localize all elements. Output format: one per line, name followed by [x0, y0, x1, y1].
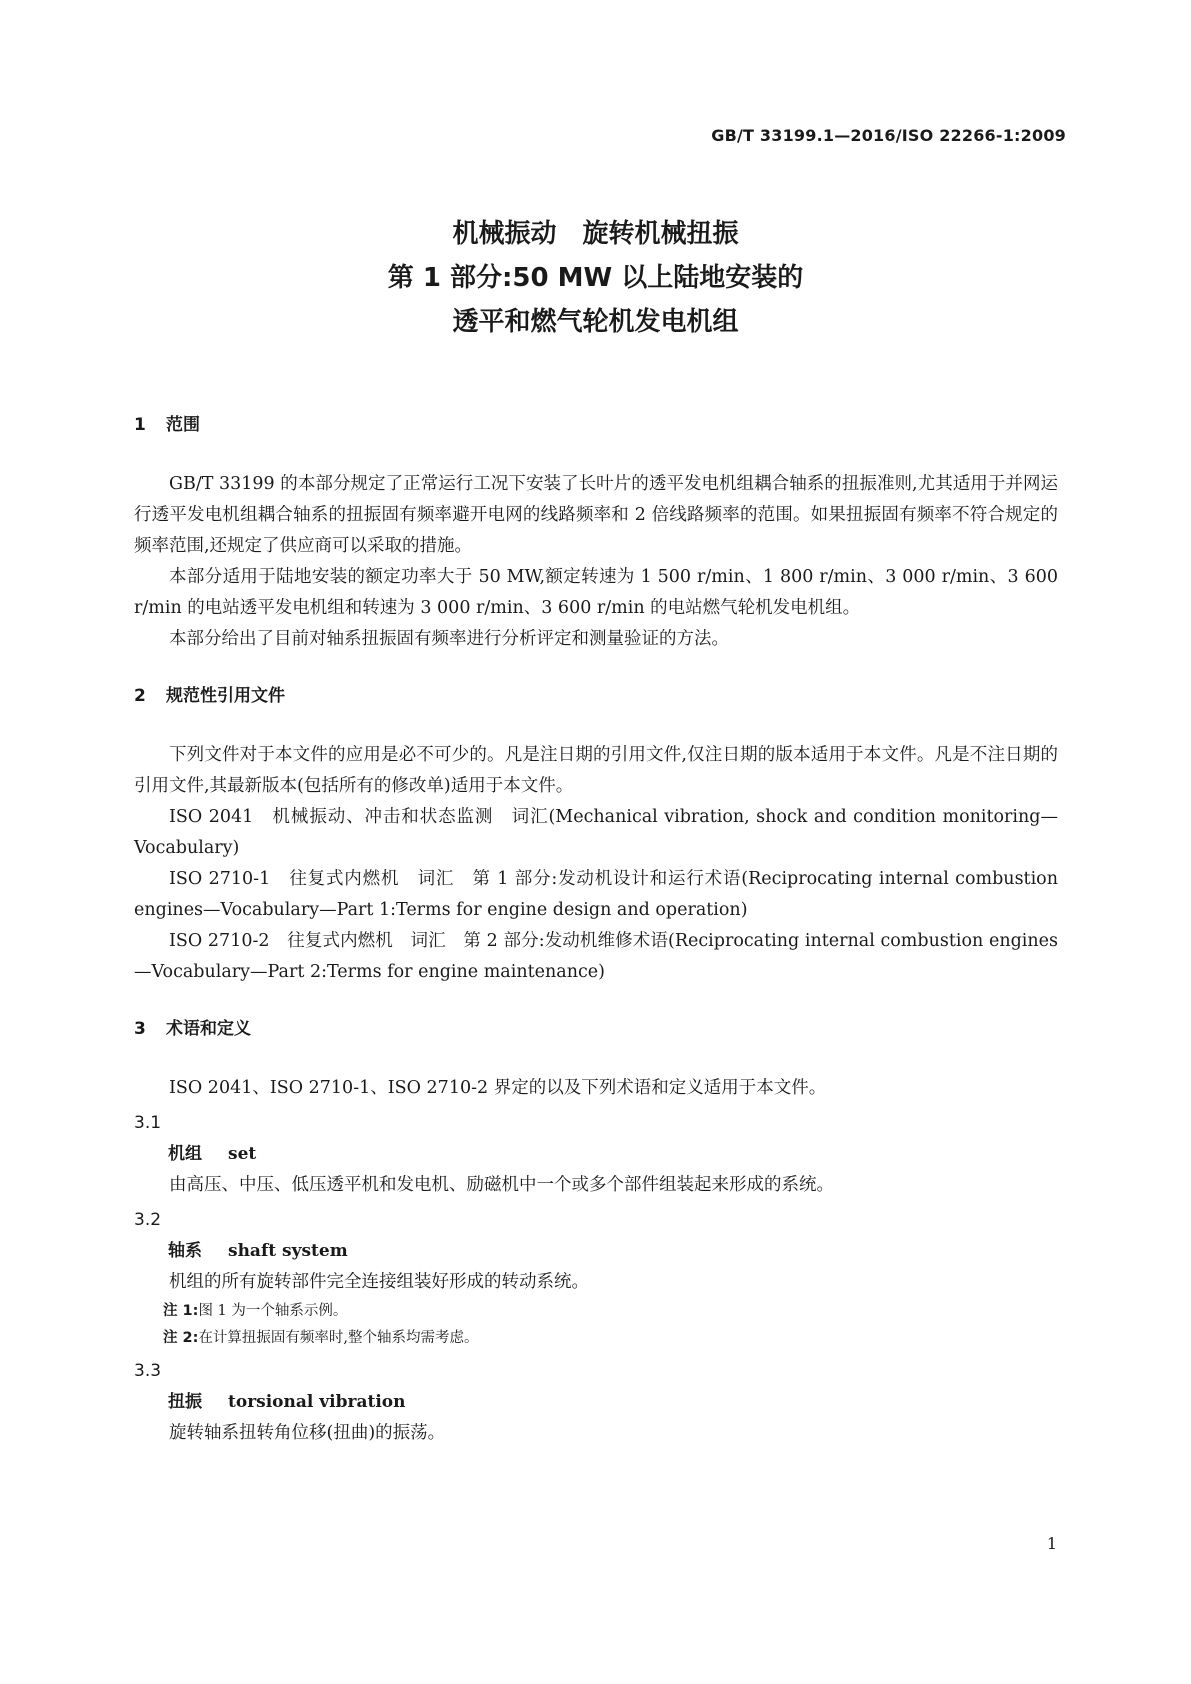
reference-entry: ISO 2710-2 往复式内燃机 词汇 第 2 部分:发动机维修术语(Reciprocating internal combustion engines—Vocabulary—Part 2:Terms for engine maintenance): [134, 931, 1058, 982]
section-number: 1: [134, 415, 146, 435]
title-line-3: 透平和燃气轮机发电机组: [452, 307, 739, 337]
term-zh: 轴系: [168, 1241, 202, 1261]
section-heading-scope: [134, 410, 1058, 441]
section-heading-terms-definitions: [134, 1014, 1058, 1045]
term-number: 3.2: [134, 1210, 162, 1230]
standard-code: GB/T 33199.1—2016/ISO 22266-1:2009: [711, 126, 1066, 145]
reference-entry: ISO 2041 机械振动、冲击和状态监测 词汇(Mechanical vibration, shock and condition monitoring—Vocabulary): [134, 807, 1058, 858]
reference-entry: ISO 2710-1 往复式内燃机 词汇 第 1 部分:发动机设计和运行术语(Reciprocating internal combustion engines—Vocabulary—Part 1:Terms for engine design and operation): [134, 869, 1058, 920]
document-body: [134, 410, 1058, 1449]
term-definition: 由高压、中压、低压透平机和发电机、励磁机中一个或多个部件组装起来形成的系统。: [169, 1175, 834, 1195]
section-title: 术语和定义: [166, 1019, 251, 1039]
term-name: [134, 1139, 1058, 1170]
term-en: shaft system: [228, 1241, 348, 1261]
term-definition: 旋转轴系扭转角位移(扭曲)的振荡。: [169, 1423, 446, 1443]
term-note: [134, 1325, 1058, 1352]
note-text: 图 1 为一个轴系示例。: [198, 1303, 348, 1319]
note-label: 注 2:: [163, 1330, 199, 1346]
note-label: 注 1:: [163, 1303, 199, 1319]
paragraph: 本部分给出了目前对轴系扭振固有频率进行分析评定和测量验证的方法。: [169, 629, 729, 649]
paragraph: GB/T 33199 的本部分规定了正常运行工况下安装了长叶片的透平发电机组耦合轴系的扭振准则,尤其适用于并网运行透平发电机组耦合轴系的扭振固有频率避开电网的线路频率和 2 倍线路频率的范围。如果扭振固有频率不符合规定的频率范围,还规定了供应商可以采取的措施。: [134, 474, 1058, 556]
title-line-1: 机械振动 旋转机械扭振: [452, 219, 739, 249]
paragraph: ISO 2041、ISO 2710-1、ISO 2710-2 界定的以及下列术语和定义适用于本文件。: [169, 1078, 827, 1098]
title-line-2: 第 1 部分:50 MW 以上陆地安装的: [387, 263, 804, 293]
term-number: 3.1: [134, 1113, 162, 1133]
term-zh: 机组: [168, 1144, 202, 1164]
note-text: 在计算扭振固有频率时,整个轴系均需考虑。: [198, 1330, 479, 1346]
paragraph: 本部分适用于陆地安装的额定功率大于 50 MW,额定转速为 1 500 r/min、1 800 r/min、3 000 r/min、3 600 r/min 的电站透平发电机组和转速为 3 000 r/min、3 600 r/min 的电站燃气轮机发电机组。: [134, 567, 1058, 618]
page-number: 1: [1046, 1534, 1057, 1553]
term-en: torsional vibration: [228, 1392, 406, 1412]
term-name: [134, 1387, 1058, 1418]
document-title: [0, 212, 1191, 344]
section-number: 3: [134, 1019, 146, 1039]
paragraph: 下列文件对于本文件的应用是必不可少的。凡是注日期的引用文件,仅注日期的版本适用于本文件。凡是不注日期的引用文件,其最新版本(包括所有的修改单)适用于本文件。: [134, 745, 1058, 796]
section-heading-normative-references: [134, 681, 1058, 712]
section-title: 范围: [166, 415, 200, 435]
term-number: 3.3: [134, 1361, 162, 1381]
term-note: [134, 1298, 1058, 1325]
section-title: 规范性引用文件: [166, 686, 285, 706]
term-en: set: [228, 1144, 257, 1164]
section-number: 2: [134, 686, 146, 706]
term-name: [134, 1236, 1058, 1267]
term-zh: 扭振: [168, 1392, 202, 1412]
term-definition: 机组的所有旋转部件完全连接组装好形成的转动系统。: [169, 1272, 589, 1292]
